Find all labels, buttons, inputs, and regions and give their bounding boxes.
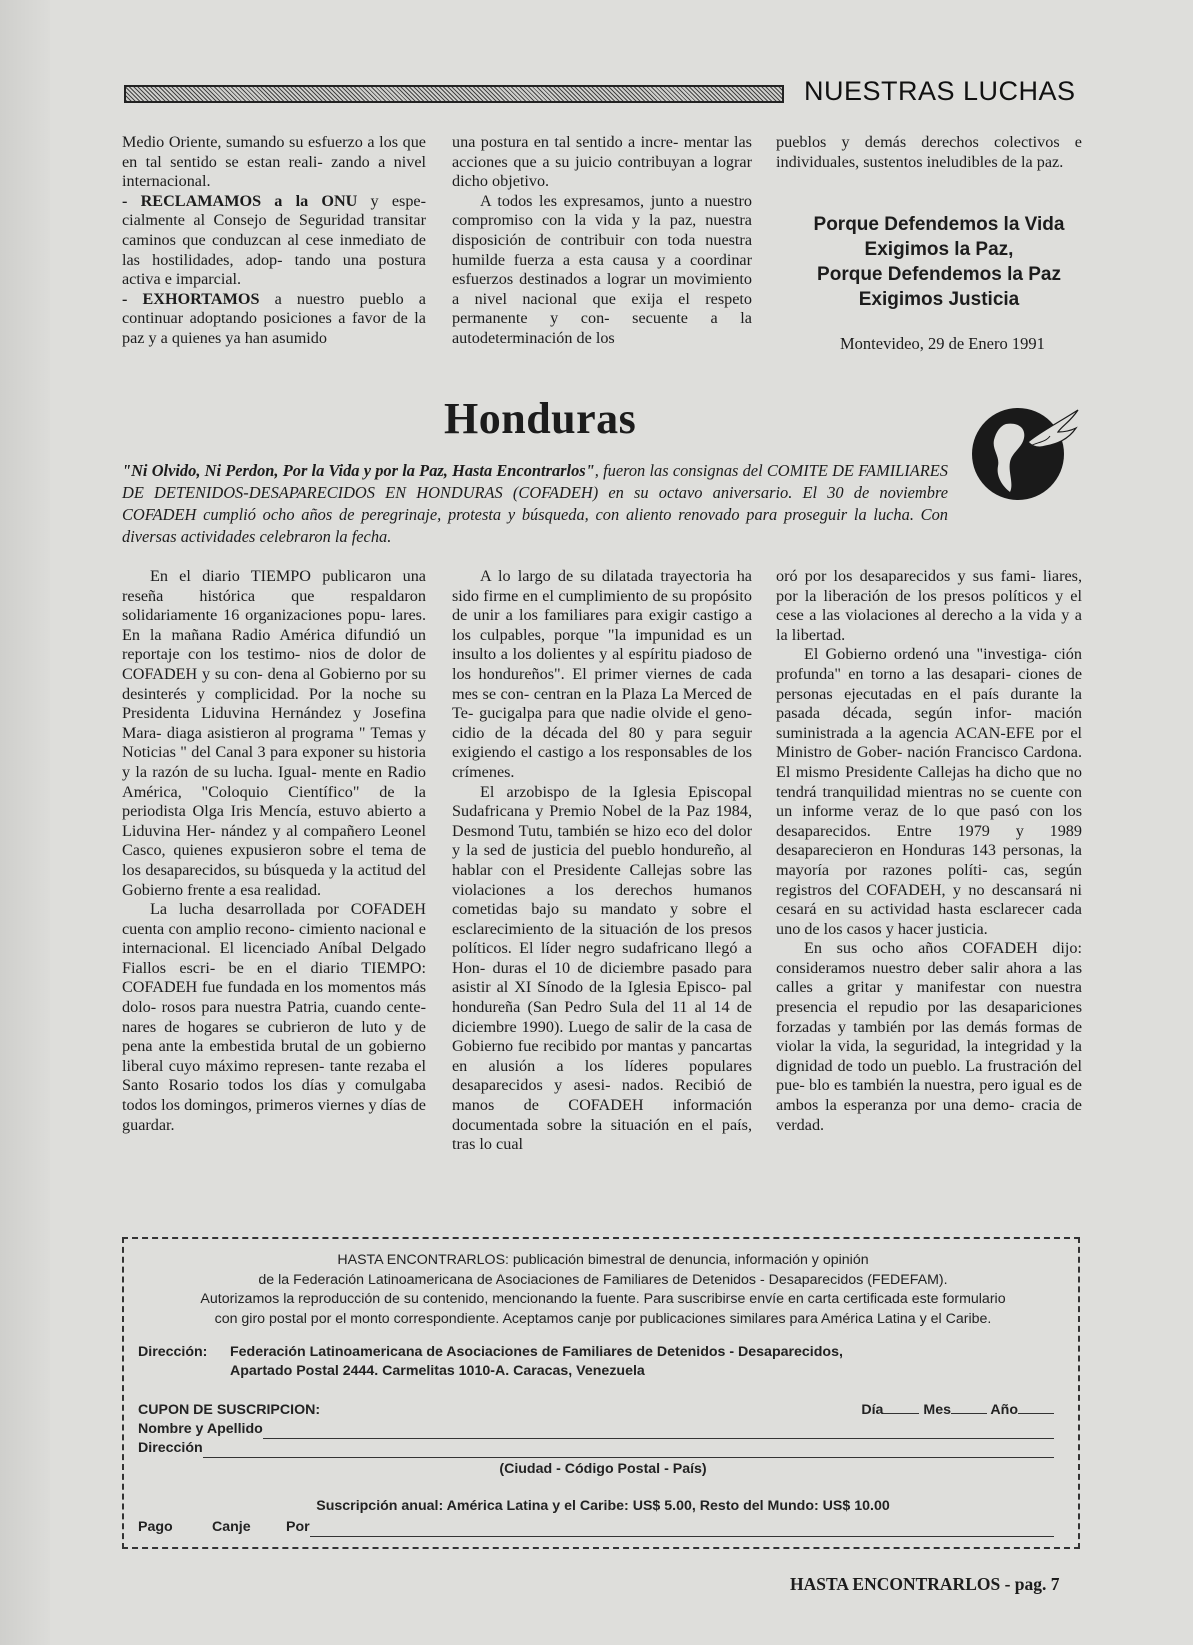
- paragraph: [122, 192, 426, 290]
- address-label: Dirección:: [138, 1344, 208, 1360]
- section-title: NUESTRAS LUCHAS: [804, 76, 1076, 106]
- emphasis: - RECLAMAMOS a la ONU: [122, 191, 358, 210]
- paragraph: El Gobierno ordenó una "investiga- ción profunda" en torno a las desapari- ciones de personas ejecutadas en el país durante la pasada década, según infor- mación suministrada a la agencia ACAN-EFE por el Ministro de Gober- nación Francisco Cardona. El mismo Presidente Callejas ha dicho que no tendrá tranquilidad mientras no se cuente con un informe veraz de lo que pasó con los desaparecidos. Entre 1979 y 1989 desaparecieron en Honduras 143 personas, la mayoría por razones políti- cas, según registros del COFADEH, y no descansará ni cesará en su actividad hasta esclarecer cada uno de los casos y hacer justicia.: [776, 645, 1082, 938]
- subscription-box: [122, 1237, 1080, 1549]
- article-column-3: [776, 567, 1082, 1135]
- paragraph: [122, 290, 426, 349]
- slogan: [774, 212, 1104, 312]
- year-label: Año: [990, 1402, 1018, 1418]
- year-field[interactable]: [1018, 1413, 1054, 1414]
- article-title: Honduras: [444, 394, 637, 443]
- slogan-line: Exigimos la Paz,: [864, 239, 1014, 260]
- paragraph: A todos les expresamos, junto a nuestro compromiso con la vida y la paz, nuestra disposición de contribuir con toda nuestra humilde fuerza a esta causa y a coordinar esfuerzos destinados a lograr un movimiento a nivel nacional que exija el respeto permanente y con- secuente a la autodeterminación de los: [452, 191, 752, 347]
- city-caption: (Ciudad - Código Postal - País): [499, 1461, 707, 1477]
- article-lead: [122, 460, 948, 548]
- paragraph-text: a nuestro pueblo a continuar adoptando posiciones a favor de la paz y a quienes ya han asumido: [122, 289, 426, 347]
- top-column-3: [776, 133, 1082, 172]
- lead-text: , fueron las consignas del COMITE DE FAMILIARES DE DETENIDOS-DESAPARECIDOS EN HONDURAS (COFADEH) en su octavo aniversario. El 30 de noviembre COFADEH cumplió ocho años de peregrinaje, protesta y búsqueda, con aliento renovado para proseguir la lucha. Con diversas actividades celebraron la fecha.: [122, 461, 948, 546]
- paragraph: Medio Oriente, sumando su esfuerzo a los que en tal sentido se estan reali- zando a nivel internacional.: [122, 133, 426, 191]
- paragraph: una postura en tal sentido a incre- mentar las acciones que a su juicio contribuyan a lograr dicho objetivo.: [452, 133, 752, 191]
- info-line: con giro postal por el monto correspondiente. Aceptamos canje por publicaciones similares para América Latina y el Caribe.: [214, 1310, 992, 1327]
- address-line: Federación Latinoamericana de Asociaciones de Familiares de Detenidos - Desaparecidos,: [230, 1344, 843, 1360]
- address-line: Apartado Postal 2444. Carmelitas 1010-A. Caracas, Venezuela: [230, 1363, 645, 1379]
- article-column-2: [452, 567, 752, 1155]
- globe-dove-emblem-icon: [966, 402, 1082, 502]
- info-line: de la Federación Latinoamericana de Asociaciones de Familiares de Detenidos - Desaparecidos (FEDEFAM).: [258, 1271, 948, 1288]
- exchange-label: Canje: [212, 1519, 251, 1535]
- payment-label: Pago: [138, 1519, 173, 1535]
- slogan-line: Porque Defendemos la Paz: [817, 264, 1061, 285]
- month-field[interactable]: [951, 1413, 987, 1414]
- day-field[interactable]: [883, 1413, 919, 1414]
- paragraph-text: y espe- cialmente al Consejo de Seguridad transitar caminos que conduzcan al cese inmediato de las hostilidades, adop- tando una postura activa e imparcial.: [122, 191, 426, 289]
- subscription-coupon: [138, 1401, 1068, 1537]
- page-footer: HASTA ENCONTRARLOS - pag. 7: [790, 1574, 1060, 1594]
- dateline: Montevideo, 29 de Enero 1991: [840, 334, 1045, 353]
- name-label: Nombre y Apellido: [138, 1421, 263, 1437]
- address-field[interactable]: [203, 1439, 1054, 1458]
- page-binding-edge: [0, 0, 50, 1645]
- paragraph: En sus ocho años COFADEH dijo: consideramos nuestro deber salir ahora a las calles a gritar y manifestar con nuestra presencia el repudio por las desapariciones forzadas y también por las demás formas de violar la vida, la seguridad, la integridad y la dignidad de todo un pueblo. La frustración del pue- blo es también la nuestra, pero igual es de ambos la esperanza por una demo- cracia de verdad.: [776, 939, 1082, 1134]
- day-label: Día: [861, 1402, 884, 1418]
- top-column-2: [452, 133, 752, 349]
- top-column-1: [122, 133, 426, 349]
- slogan-line: Porque Defendemos la Vida: [813, 214, 1065, 235]
- info-line: Autorizamos la reproducción de su contenido, mencionando la fuente. Para suscribirse envíe en carta certificada este formulario: [200, 1291, 1006, 1307]
- lead-quote: "Ni Olvido, Ni Perdon, Por la Vida y por la Paz, Hasta Encontrarlos": [122, 461, 595, 480]
- info-line: HASTA ENCONTRARLOS: publicación bimestral de denuncia, información y opinión: [337, 1252, 869, 1268]
- coupon-title: CUPON DE SUSCRIPCION:: [138, 1402, 321, 1418]
- slogan-line: Exigimos Justicia: [858, 289, 1020, 310]
- emphasis: - EXHORTAMOS: [122, 289, 260, 308]
- by-label: Por: [286, 1519, 310, 1535]
- paragraph: El arzobispo de la Iglesia Episcopal Sudafricana y Premio Nobel de la Paz 1984, Desmond Tutu, también se hizo eco del dolor y la sed de justicia del pueblo hondureño, al hablar con el Presidente Callejas sobre las violaciones a los derechos humanos cometidas bajo su mandato y sobre el esclarecimiento de la situación de los presos políticos. El líder negro sudafricano llegó a Hon- duras el 10 de diciembre pasado para asistir al XI Sínodo de la Iglesia Episco- pal hondureña (San Pedro Sula del 11 al 14 de diciembre 1990). Luego de salir de la casa de Gobierno fue recibido por mantas y pancartas en alusión a los líderes populares desaparecidos y asesi- nados. Recibió de manos de COFADEH información documentada sobre la situación en el país, tras lo cual: [452, 782, 752, 1154]
- paragraph: pueblos y demás derechos colectivos e individuales, sustentos ineludibles de la paz.: [776, 133, 1082, 171]
- postal-address: [138, 1343, 843, 1381]
- publication-info: [138, 1251, 1068, 1329]
- paragraph: A lo largo de su dilatada trayectoria ha sido firme en el cumplimiento de su propósito de unir a los familiares para exigir castigo a los culpables, porque "la impunidad es un insulto a los dolientes y al espíritu piadoso de los hondureños". El primer viernes de cada mes se con- centran en la Plaza La Merced de Te- gucigalpa para que nadie olvide el geno- cidio de la década del 80 y para seguir exigiendo el castigo a los responsables de los crímenes.: [452, 567, 752, 781]
- month-label: Mes: [923, 1402, 951, 1418]
- section-header-bar: [124, 85, 784, 103]
- payment-method-field[interactable]: [310, 1518, 1054, 1537]
- paragraph: En el diario TIEMPO publicaron una reseña histórica que respaldaron solidariamente 16 organizaciones popu- lares. En la mañana Radio América difundió un reportaje con los testimo- nios de dolor de COFADEH y su con- dena al Gobierno por su desinterés y complicidad. Por la noche su Presidenta Liduvina Hernández y Josefina Mara- diaga asistieron al programa " Temas y Noticias " del Canal 3 para exponer su historia y la razón de su lucha. Igual- mente en Radio América, "Coloquio Científico" de la periodista Olga Iris Mencía, estuvo abierto a Liduvina Her- nández y al compañero Leonel Casco, quienes expusieron sobre el tema de los desaparecidos, su búsqueda y la actitud del Gobierno frente a esa realidad.: [122, 567, 426, 899]
- address-field-label: Dirección: [138, 1440, 203, 1456]
- paragraph: La lucha desarrollada por COFADEH cuenta con amplio recono- cimiento nacional e internacional. El licenciado Aníbal Delgado Fiallos escri- be en el diario TIEMPO: COFADEH fue fundada en los momentos más dolo- rosos para nuestra Patria, cuando cente- nares de hogares se cubrieron de luto y de pena ante la embestida brutal de un gobierno liberal cuyo máximo represen- tante rezaba el Santo Rosario todos los días y comulgaba todos los domingos, primeros viernes y días de guardar.: [122, 900, 426, 1134]
- subscription-price: Suscripción anual: América Latina y el Caribe: US$ 5.00, Resto del Mundo: US$ 10.00: [316, 1498, 890, 1514]
- name-field[interactable]: [263, 1420, 1054, 1439]
- paragraph: oró por los desaparecidos y sus fami- liares, por la liberación de los presos políticos y el cese a las violaciones al derecho a la vida y a la libertad.: [776, 567, 1082, 644]
- article-column-1: [122, 567, 426, 1135]
